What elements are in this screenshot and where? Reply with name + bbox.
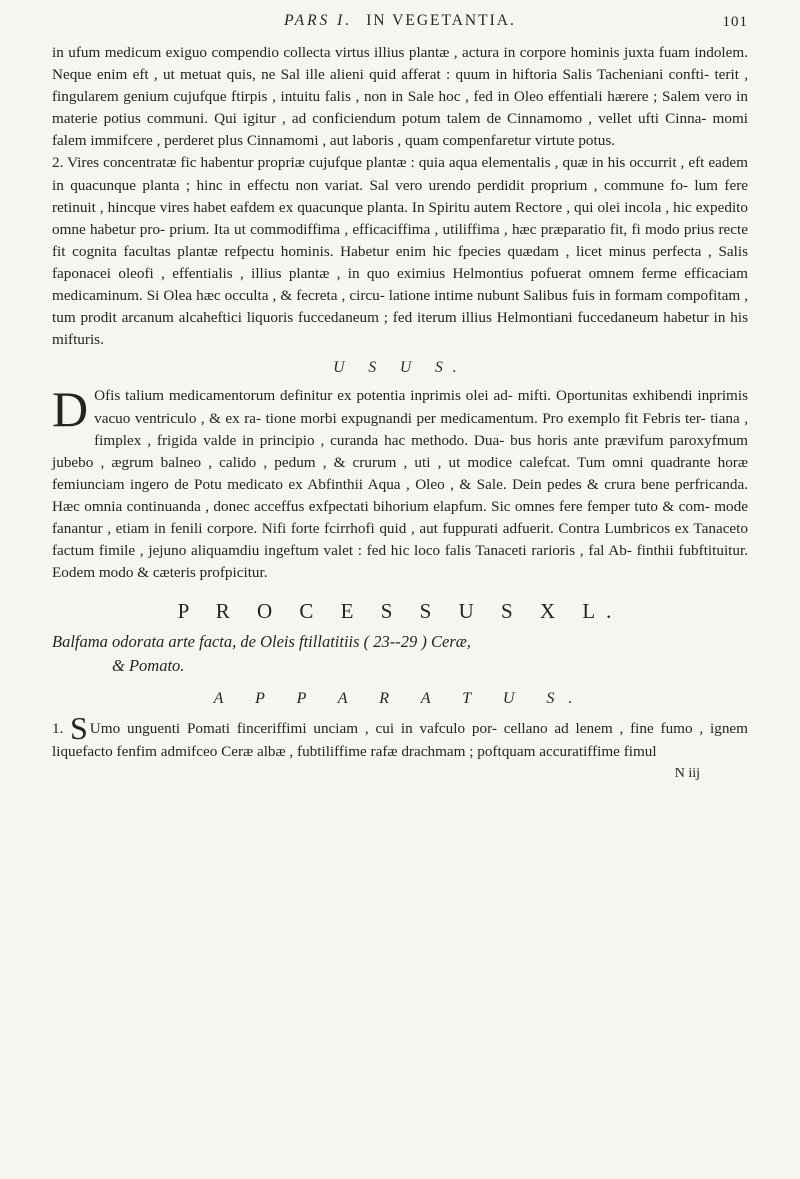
usus-paragraph <box>52 381 748 584</box>
apparatus-item-1 <box>52 710 748 762</box>
processus-title-line1: Balfama odorata arte facta, de Oleis ftillatitiis ( 23--29 ) Ceræ, <box>52 632 471 652</box>
paragraph-2: 2. Vires concentratæ fic habentur propriæ cujufque plantæ : quia aqua elementalis , quæ in his occurrit , eft eadem in quacunque planta ; hinc in effectu non variat. Sal vero urendo perdidit proprium , commune fo- lum fere retinuit , hincque vires habet eafdem ex quacunque planta. In Spiritu autem Rectore , qui olei incola , hic expedito omne habetur pro- prium. Ita ut commodiffima , efficaciffima , utiliffima , hæc præparatio fit, fi modo prius recte fit cognita facultas plantæ refpectu hominis. Habetur enim hic fpecies quædam , licet minus perfecta , Salis faponacei oleofi , effentialis , illius plantæ , in quo eximius Helmontius pofuerat omnem ferme efficaciam medicaminum. Si Olea hæc occulta , & fecreta , circu- latione intime nubunt Salibus fuis in formam compofitam , tum prodit arcanum alcaheftici liquoris fuccedaneum ; fed iterum illius Helmontiani fuccedaneum habetur in his mifturis. <box>52 154 748 349</box>
paragraph-continuation: in ufum medicum exiguo compendio collecta virtus illius plantæ , actura in corpore hominis juxta fuam indolem. Neque enim eft , ut metuat quis, ne Sal ille alieni quid afferat : quum in hiftoria Salis Tacheniani confti- terit , fingularem genium cujufque ftirpis , intuitu falis , non in Sale hoc , fed in Oleo effentiali hærere ; Salem vero in materie potius communi. Qui igitur , ad conficiendum potum talem de Cinnamomo , vellet ufti Cinna- momi falem immifcere , perderet plus Cinnamomi , aut laboris , quam compenfaretur virtute potus. <box>52 44 748 150</box>
apparatus-heading: A P P A R A T U S. <box>213 690 587 708</box>
processus-title-line2: & Pomato. <box>112 656 185 676</box>
signature-mark: N iij <box>674 765 700 781</box>
item-drop-cap: S <box>70 710 88 747</box>
page-number: 101 <box>722 14 748 30</box>
drop-cap-letter: D <box>52 381 89 438</box>
main-text <box>52 42 748 785</box>
usus-text: Ofis talium medicamentorum definitur ex potentia inprimis olei ad- mifti. Oportunitas exhibendi inprimis vacuo ventriculo , & ex ra- tione morbi expugnandi per medicamentum. Pro exemplo fit Febris ter- tiana , fimplex , frigida valde in principio , curanda hac methodo. Dua- bus horis ante prævifum paroxyfmum jubebo , ægrum balneo , calido , pedum , & crurum , uti , ut modice calefcat. Tum omni quadrante horæ femiunciam ingero de Potu medicato ex Abfinthii Aqua , Oleo , & Sale. Dein pedes & crura bene perfricanda. Hæc omnia continuanda , donec acceffus exfpectati bihorium elapfum. Sic omnes fere femper tuto & com- mode fanantur , etiam in fenili corpore. Nifi forte fcirrhofi quid , aut fuppurati adfuerit. Contra Lumbricos ex Tanaceto factum fimile , jejuno aliquamdiu ingeftum valet : fed hic loco falis Tanaceti rarioris , fal Ab- finthii fubftituitur. Eodem modo & cæteris profpicitur. <box>52 387 748 582</box>
processus-title <box>52 630 748 654</box>
running-head <box>52 12 748 42</box>
item-text: Umo unguenti Pomati finceriffimi unciam , cui in vafculo por- cellano ad lenem , fine fumo , ignem liquefacto fenfim admifceo Ceræ albæ , fubtiliffime rafæ drachmam ; poftquam accuratiffime fimul <box>52 720 748 760</box>
processus-heading: P R O C E S S U S X L. <box>177 599 623 624</box>
item-number: 1. <box>52 720 64 738</box>
part-label: PARS I. <box>284 12 353 29</box>
usus-heading: U S U S. <box>333 359 467 377</box>
running-title: IN VEGETANTIA. <box>366 12 516 29</box>
